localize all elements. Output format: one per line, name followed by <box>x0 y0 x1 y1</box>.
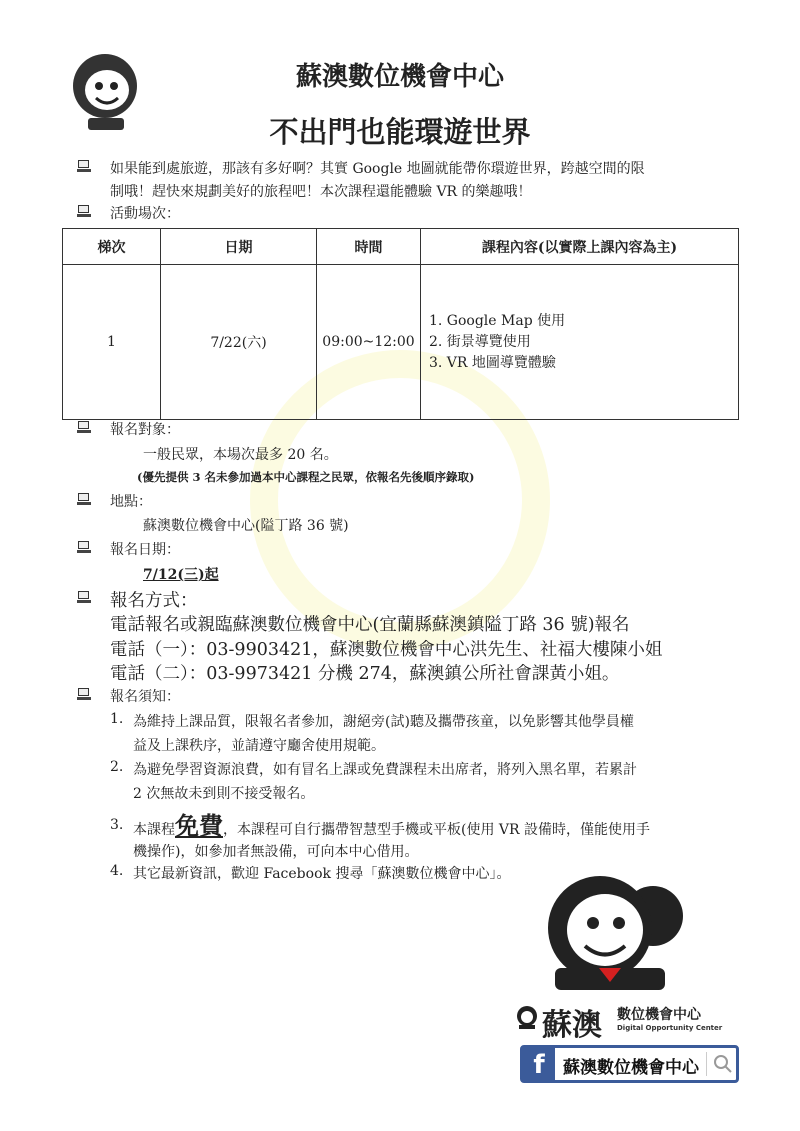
cell-date: 7/22(六) <box>161 265 317 420</box>
col-header: 梯次 <box>63 229 161 265</box>
notice-line: 益及上課秩序，並請遵守廳舍使用規範。 <box>133 738 385 754</box>
notice-num: 1. <box>110 711 124 727</box>
content-item: 2. 街景導覽使用 <box>429 333 531 350</box>
computer-bullet-icon <box>77 205 91 217</box>
cell-no: 1 <box>63 265 161 420</box>
content-item: 1. Google Map 使用 <box>429 312 566 329</box>
notice-line <box>133 806 650 841</box>
reg-method-line: 電話（一）：03-9903421，蘇澳數位機會中心洪先生、社福大樓陳小姐 <box>110 640 663 660</box>
intro-line-1: 如果能到處旅遊，那該有多好啊？其實 Google 地圖就能帶你環遊世界，跨越空間的限 <box>110 161 645 177</box>
computer-bullet-icon <box>77 541 91 553</box>
reg-date-text: 7/12(三)起 <box>143 567 219 583</box>
notice-line: 機操作)，如參加者無設備，可向本中心借用。 <box>133 844 419 860</box>
notice-line: 為避免學習資源浪費，如有冒名上課或免費課程未出席者，將列入黑名單，若累計 <box>133 762 637 778</box>
intro-line-2: 制哦！趕快來規劃美好的旅程吧！本次課程還能體驗 VR 的樂趣哦！ <box>110 184 532 200</box>
reg-method-line: 電話（二）：03-9973421 分機 274，蘇澳鎮公所社會課黃小姐。 <box>110 664 620 684</box>
location-label: 地點： <box>110 494 152 510</box>
divider <box>706 1052 707 1076</box>
sessions-table <box>62 228 739 420</box>
notice-post: ，本課程可自行攜帶智慧型手機或平板(使用 VR 設備時，僅能使用手 <box>223 822 651 838</box>
notice-label: 報名須知： <box>110 689 180 705</box>
page-subtitle: 不出門也能環遊世界 <box>269 115 531 149</box>
col-header: 課程內容(以實際上課內容為主) <box>421 229 739 265</box>
notice-line: 為維持上課品質，限報名者參加，謝絕旁(試)聽及攜帶孩童，以免影響其他學員權 <box>133 714 634 730</box>
cell-content <box>421 265 739 420</box>
table-header-row <box>63 229 739 265</box>
computer-bullet-icon <box>77 421 91 433</box>
computer-bullet-icon <box>77 493 91 505</box>
mascot-hero-icon <box>535 868 705 998</box>
brand-mascot-icon <box>516 1006 538 1030</box>
sessions-label: 活動場次： <box>110 206 180 222</box>
facebook-search-box[interactable] <box>520 1045 739 1083</box>
page-title: 蘇澳數位機會中心 <box>295 62 504 92</box>
col-header: 時間 <box>317 229 421 265</box>
notice-num: 4. <box>110 863 124 879</box>
col-header: 日期 <box>161 229 317 265</box>
computer-bullet-icon <box>77 688 91 700</box>
notice-num: 3. <box>110 817 124 833</box>
notice-num: 2. <box>110 759 124 775</box>
location-text: 蘇澳數位機會中心(隘丁路 36 號) <box>143 518 349 534</box>
brand-subtitle: 數位機會中心 <box>617 1007 701 1023</box>
search-icon[interactable] <box>713 1054 733 1074</box>
notice-line: 其它最新資訊，歡迎 Facebook 搜尋「蘇澳數位機會中心」。 <box>133 866 511 882</box>
cell-time: 09:00~12:00 <box>317 265 421 420</box>
brand-name: 蘇澳 <box>542 1008 602 1043</box>
table-row <box>63 265 739 420</box>
target-text: 一般民眾，本場次最多 20 名。 <box>143 447 338 463</box>
target-note: (優先提供 3 名未參加過本中心課程之民眾，依報名先後順序錄取) <box>137 470 475 484</box>
free-highlight: 免費 <box>175 811 223 840</box>
reg-method-line: 電話報名或親臨蘇澳數位機會中心(宜蘭縣蘇澳鎮隘丁路 36 號)報名 <box>110 615 630 635</box>
notice-line: 2 次無故未到則不接受報名。 <box>133 786 315 802</box>
reg-method-label: 報名方式： <box>110 591 198 611</box>
target-label: 報名對象： <box>110 422 180 438</box>
computer-bullet-icon <box>77 591 91 603</box>
facebook-search-text: 蘇澳數位機會中心 <box>563 1058 699 1078</box>
notice-pre: 本課程 <box>133 822 175 838</box>
reg-date-label: 報名日期： <box>110 542 180 558</box>
computer-bullet-icon <box>77 160 91 172</box>
content-item: 3. VR 地圖導覽體驗 <box>429 354 556 371</box>
brand-english: Digital Opportunity Center <box>617 1024 723 1032</box>
facebook-icon: f <box>523 1048 555 1080</box>
